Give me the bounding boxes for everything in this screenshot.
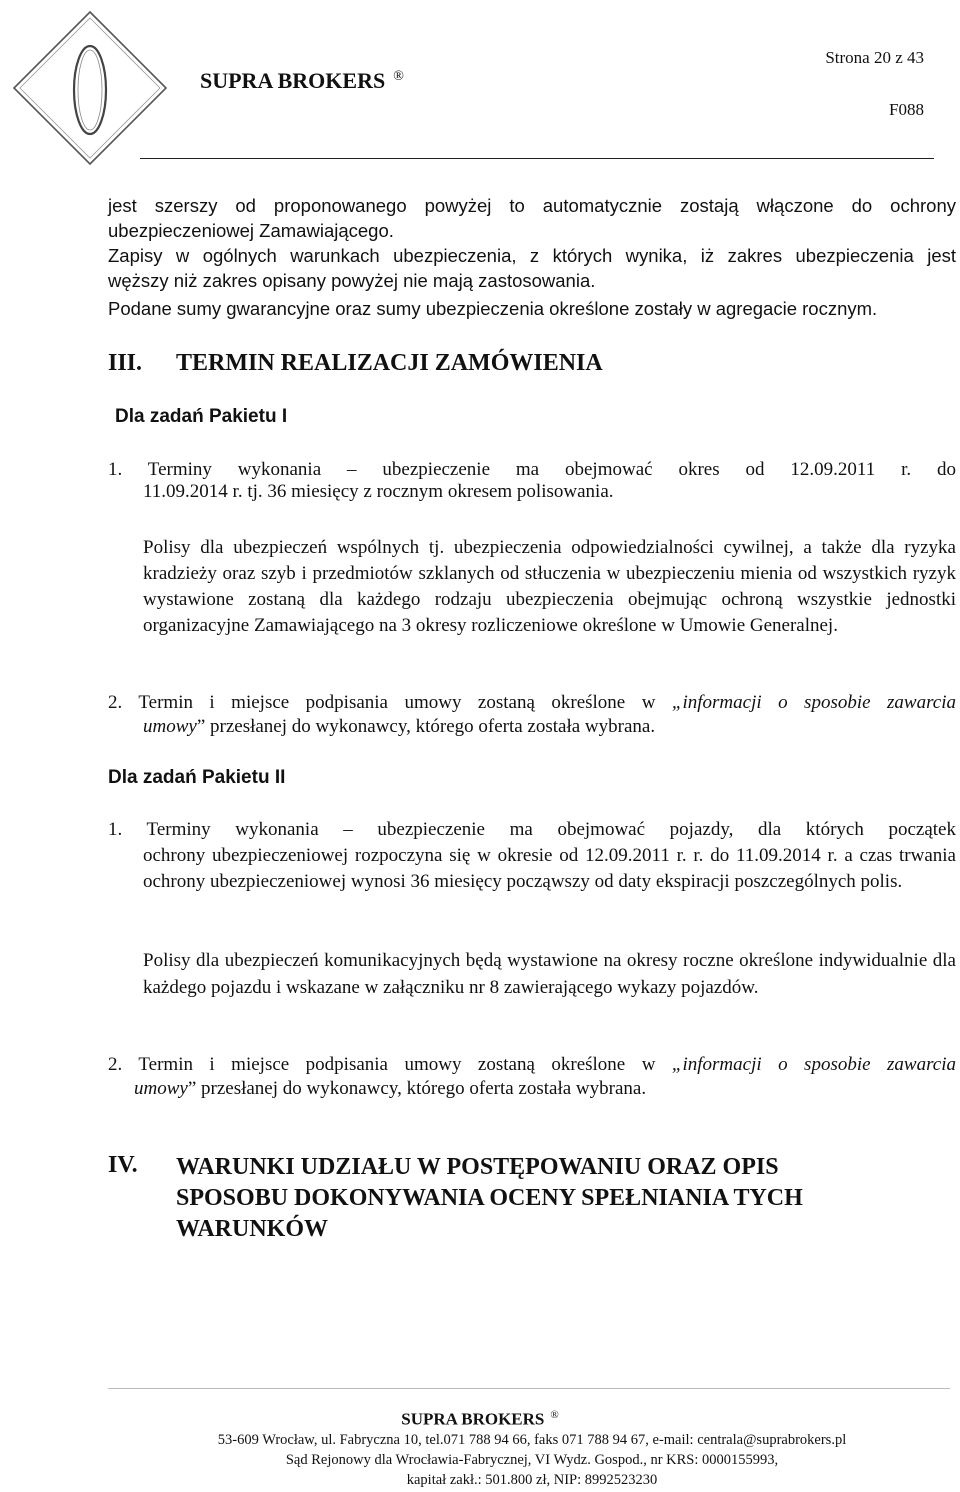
footer-address: 53-609 Wrocław, ul. Fabryczna 10, tel.071 788 94 66, faks 071 788 94 67, e-mail: centrala@suprabrokers.pl	[217, 1432, 847, 1448]
package-1-policies-paragraph: Polisy dla ubezpieczeń wspólnych tj. ubezpieczenia odpowiedzialności cywilnej, a także dla ryzyka kradzieży oraz szyb i przedmiotów szklanych od stłuczenia w ubezpieczeniu mienia od wszystkich ryzyk wystawione zostaną dla każdego rodzaju ubezpieczenia obejmując ochroną wszystkie jednostki organizacyjne Zamawiającego na 3 okresy rozliczeniowe określone w Umowie Generalnej.	[143, 537, 956, 636]
intro-line-3: Zapisy w ogólnych warunkach ubezpieczenia, z których wynika, iż zakres ubezpieczenia jest	[108, 245, 956, 266]
section-3-title: TERMIN REALIZACJI ZAMÓWIENIA	[176, 350, 603, 376]
package-2-heading: Dla zadań Pakietu II	[108, 767, 286, 788]
intro-line-4: węższy niż zakres opisany powyżej nie mają zastosowania.	[108, 270, 596, 291]
package-2-item-1-line-1: 1. Terminy wykonania – ubezpieczenie ma obejmować pojazdy, dla których początek	[108, 819, 956, 840]
intro-line-1: jest szerszy od proponowanego powyżej to automatycznie zostają włączone do ochrony	[108, 195, 956, 216]
intro-line-5: Podane sumy gwarancyjne oraz sumy ubezpieczenia określone zostały w agregacie rocznym.	[108, 298, 878, 319]
package-1-item-1-line-2: 11.09.2014 r. tj. 36 miesięcy z rocznym okresem polisowania.	[143, 481, 614, 502]
registered-mark: ®	[393, 68, 404, 84]
package-2-item-2-italic-2: umowy	[134, 1078, 188, 1099]
footer-court-registration: Sąd Rejonowy dla Wrocławia-Fabrycznej, VI Wydz. Gospod., nr KRS: 0000155993,	[285, 1452, 779, 1468]
header-divider	[140, 158, 934, 159]
intro-line-2: ubezpieczeniowej Zamawiającego.	[108, 220, 394, 241]
package-1-item-1-line-1: 1. Terminy wykonania – ubezpieczenie ma obejmować okres od 12.09.2011 r. do	[108, 459, 956, 480]
package-2-item-2-prefix: 2. Termin i miejsce podpisania umowy zostaną określone w	[108, 1054, 672, 1075]
package-2-item-2-line-2	[134, 1078, 646, 1100]
footer-brand-name: SUPRA BROKERS	[401, 1409, 545, 1429]
document-code: F088	[889, 100, 924, 119]
header-brand-name: SUPRA BROKERS	[200, 68, 386, 93]
footer-brand	[0, 1409, 960, 1430]
package-1-item-2-line-2	[143, 716, 655, 738]
section-4-number: IV.	[108, 1152, 138, 1178]
package-2-item-2-suffix: ” przesłanej do wykonawcy, którego oferta została wybrana.	[187, 1078, 647, 1099]
package-1-heading: Dla zadań Pakietu I	[115, 406, 288, 427]
package-2-item-1-continuation: ochrony ubezpieczeniowej rozpoczyna się w okresie od 12.09.2011 r. r. do 11.09.2014 r. a czas trwania ochrony ubezpieczeniowej wynosi 36 miesięcy począwszy od daty ekspiracji poszczególnych polis.	[143, 845, 956, 892]
section-4-title: WARUNKI UDZIAŁU W POSTĘPOWANIU ORAZ OPIS SPOSOBU DOKONYWANIA OCENY SPEŁNIANIA TYCH WARUNKÓW	[176, 1154, 803, 1242]
package-2-item-2-line-1	[108, 1052, 956, 1078]
company-logo	[10, 8, 170, 168]
package-1-item-2-italic: „informacji o sposobie zawarcia	[671, 692, 956, 713]
page-number: Strona 20 z 43	[825, 48, 924, 67]
package-1-item-2-italic-2: umowy	[143, 716, 197, 737]
package-1-item-2-prefix: 2. Termin i miejsce podpisania umowy zostaną określone w	[108, 692, 672, 713]
header-brand	[200, 68, 404, 94]
footer-registered-mark: ®	[550, 1409, 559, 1421]
package-1-item-2-line-1	[108, 690, 956, 716]
package-1-item-2-suffix: ” przesłanej do wykonawcy, którego oferta została wybrana.	[196, 716, 656, 737]
package-2-item-2-italic: „informacji o sposobie zawarcia	[671, 1054, 956, 1075]
package-2-policies-paragraph: Polisy dla ubezpieczeń komunikacyjnych będą wystawione na okresy roczne określone indywidualnie dla każdego pojazdu i wskazane w załączniku nr 8 zawierającego wykazy pojazdów.	[143, 950, 956, 998]
footer-divider	[108, 1388, 950, 1389]
footer-capital-nip: kapitał zakł.: 501.800 zł, NIP: 8992523230	[406, 1472, 658, 1488]
section-3-number: III.	[108, 350, 143, 376]
